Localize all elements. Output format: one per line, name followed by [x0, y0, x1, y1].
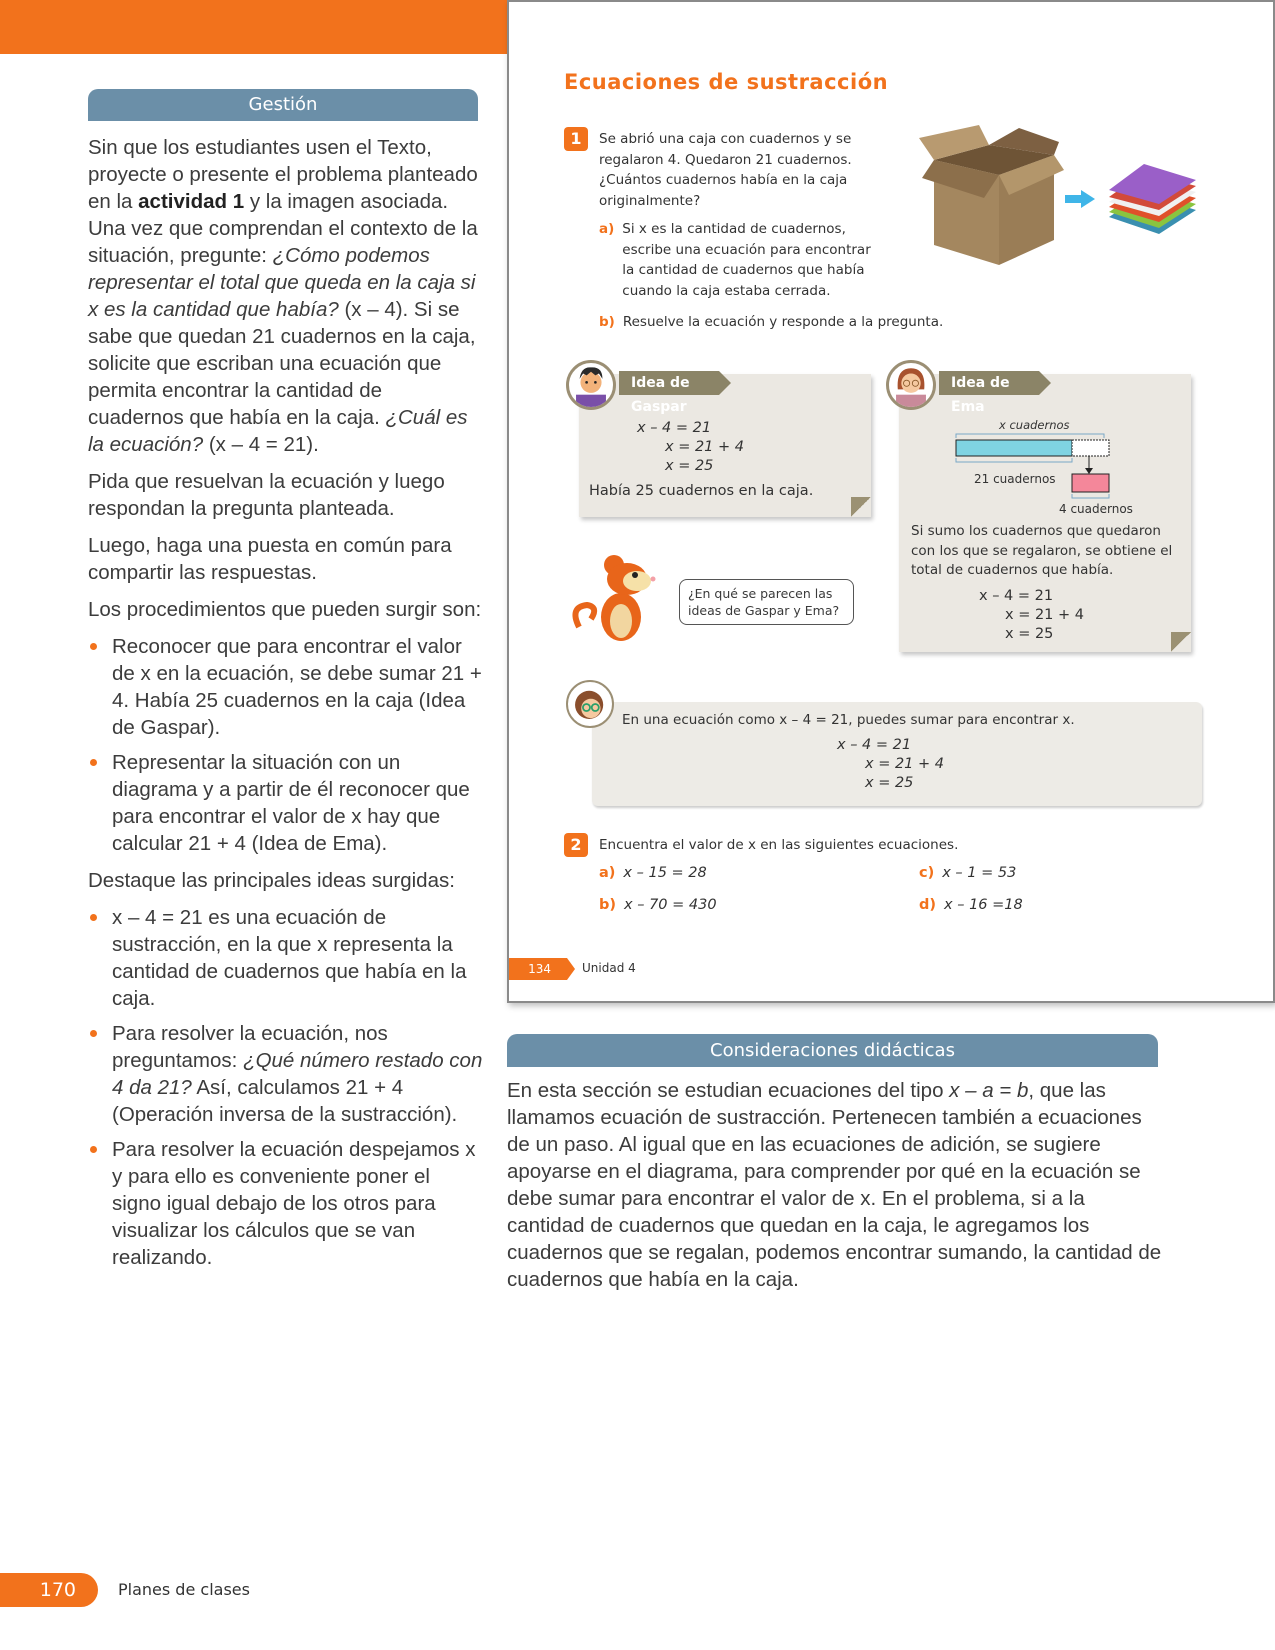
- list-item: Reconocer que para encontrar el valor de x en la ecuación, se debe sumar 21 + 4. Había 25 cuadernos en la caja (Idea de Gaspar).: [88, 633, 483, 741]
- idea-ema-tag: Idea de Ema: [939, 371, 1039, 395]
- lesson-title: Ecuaciones de sustracción: [564, 70, 889, 94]
- list-item: Para resolver la ecuación despejamos x y para ello es conveniente poner el signo igual debajo de los otros para visualizar los cálculos que se van realizando.: [88, 1136, 483, 1271]
- student-page-thumbnail: [507, 0, 1275, 1003]
- notebooks-stack-icon: [1104, 162, 1199, 237]
- bar-diagram: [954, 432, 1114, 502]
- gaspar-avatar: [566, 360, 616, 410]
- activity-1a: a) Si x es la cantidad de cuadernos, escribe una ecuación para encontrar la cantidad de cuadernos que había cuando la caja estaba cerrada.: [599, 221, 871, 299]
- gestion-paragraph-1: Sin que los estudiantes usen el Texto, proyecte o presente el problema planteado en la actividad 1 y la imagen asociada. Una vez que comprendan el contexto de la situación, pregunte: ¿Cómo podemos representar el total que queda en la caja si x es la cantidad que había? (x – 4). Si se sabe que quedan 21 cuadernos en la caja, solicite que escriban una ecuación que permita encontrar la cantidad de cuadernos que había en la caja. ¿Cuál es la ecuación? (x – 4 = 21).: [88, 136, 478, 456]
- top-orange-band: [0, 0, 507, 54]
- exercise-c: c) x – 1 = 53: [919, 865, 1017, 881]
- tip-text: En una ecuación como x – 4 = 21, puedes sumar para encontrar x.: [622, 712, 1075, 728]
- gestion-body: [88, 134, 483, 1281]
- idea-ema-card: [899, 374, 1191, 652]
- teacher-avatar: [566, 680, 614, 728]
- activity-1b: b) Resuelve la ecuación y responde a la pregunta.: [599, 314, 944, 330]
- diagram-right-label: 4 cuadernos: [1059, 502, 1133, 516]
- cardboard-box-icon: [914, 120, 1064, 265]
- ema-avatar: [886, 360, 936, 410]
- gaspar-answer: Había 25 cuadernos en la caja.: [589, 483, 814, 499]
- speech-bubble: ¿En qué se parecen las ideas de Gaspar y Ema?: [679, 579, 854, 625]
- activity-1-badge: 1: [564, 127, 588, 151]
- consideraciones-body: En esta sección se estudian ecuaciones del tipo x – a = b, que las llamamos ecuación de sustracción. Pertenecen también a ecuaciones de un paso. Al igual que en las ecuaciones de adición, se sugiere apoyarse en el diagrama, para comprender por qué en la ecuación se debe sumar para encontrar el valor de x. En el problema, si a la cantidad de cuadernos que quedan en la caja, le agregamos los cuadernos que se regalan, podemos encontrar sumando, la cantidad de cuadernos que había en la caja.: [507, 1079, 1162, 1291]
- ideas-list: [88, 904, 483, 1271]
- exercise-b: b) x – 70 = 430: [599, 897, 717, 913]
- exercise-a: a) x – 15 = 28: [599, 865, 707, 881]
- idea-gaspar-card: [579, 374, 871, 517]
- boy-face-icon: [569, 363, 613, 407]
- list-item: Representar la situación con un diagrama y a partir de él reconocer que para encontrar el valor de x hay que calcular 21 + 4 (Idea de Ema).: [88, 749, 483, 857]
- monkey-mascot-icon: [569, 547, 669, 642]
- gaspar-equations: x – 4 = 21 x = 21 + 4 x = 25: [637, 420, 744, 474]
- gestion-paragraph-5: Destaque las principales ideas surgidas:: [88, 869, 455, 892]
- ema-equations: x – 4 = 21 x = 21 + 4 x = 25: [979, 588, 1084, 642]
- procedures-list: [88, 633, 483, 857]
- consideraciones-header: Consideraciones didácticas: [507, 1034, 1158, 1067]
- activity-2-text: Encuentra el valor de x en las siguientes ecuaciones.: [599, 837, 959, 853]
- gestion-paragraph-4: Los procedimientos que pueden surgir son:: [88, 598, 482, 621]
- girl-face-icon: [889, 363, 933, 407]
- tip-equations: x – 4 = 21 x = 21 + 4 x = 25: [837, 737, 944, 791]
- arrow-right-icon: [1065, 190, 1095, 208]
- gestion-paragraph-3: Luego, haga una puesta en común para compartir las respuestas.: [88, 534, 452, 584]
- unit-label: Unidad 4: [582, 961, 636, 975]
- exercise-d: d) x – 16 =18: [919, 897, 1023, 913]
- page-section-label: Planes de clases: [118, 1580, 250, 1599]
- list-item: x – 4 = 21 es una ecuación de sustracción, en la que x representa la cantidad de cuadernos que había en la caja.: [88, 904, 483, 1012]
- diagram-total-label: x cuadernos: [999, 418, 1070, 432]
- idea-gaspar-tag: Idea de Gaspar: [619, 371, 719, 395]
- diagram-left-label: 21 cuadernos: [974, 472, 1056, 486]
- student-page-number: 134: [509, 958, 567, 980]
- gestion-header: Gestión: [88, 89, 478, 121]
- activity-2-badge: 2: [564, 833, 588, 857]
- gestion-paragraph-2: Pida que resuelvan la ecuación y luego respondan la pregunta planteada.: [88, 470, 445, 520]
- list-item: Para resolver la ecuación, nos preguntamos: ¿Qué número restado con 4 da 21? Así, calculamos 21 + 4 (Operación inversa de la sustracción).: [88, 1020, 483, 1128]
- tip-box: [592, 702, 1202, 806]
- ema-explanation: Si sumo los cuadernos que quedaron con los que se regalaron, se obtiene el total de cuadernos que había.: [911, 523, 1173, 578]
- activity-1-text: Se abrió una caja con cuadernos y se regalaron 4. Quedaron 21 cuadernos. ¿Cuántos cuadernos había en la caja originalmente?: [599, 131, 852, 209]
- page-number: 170: [0, 1573, 98, 1607]
- teacher-face-icon: [568, 682, 612, 726]
